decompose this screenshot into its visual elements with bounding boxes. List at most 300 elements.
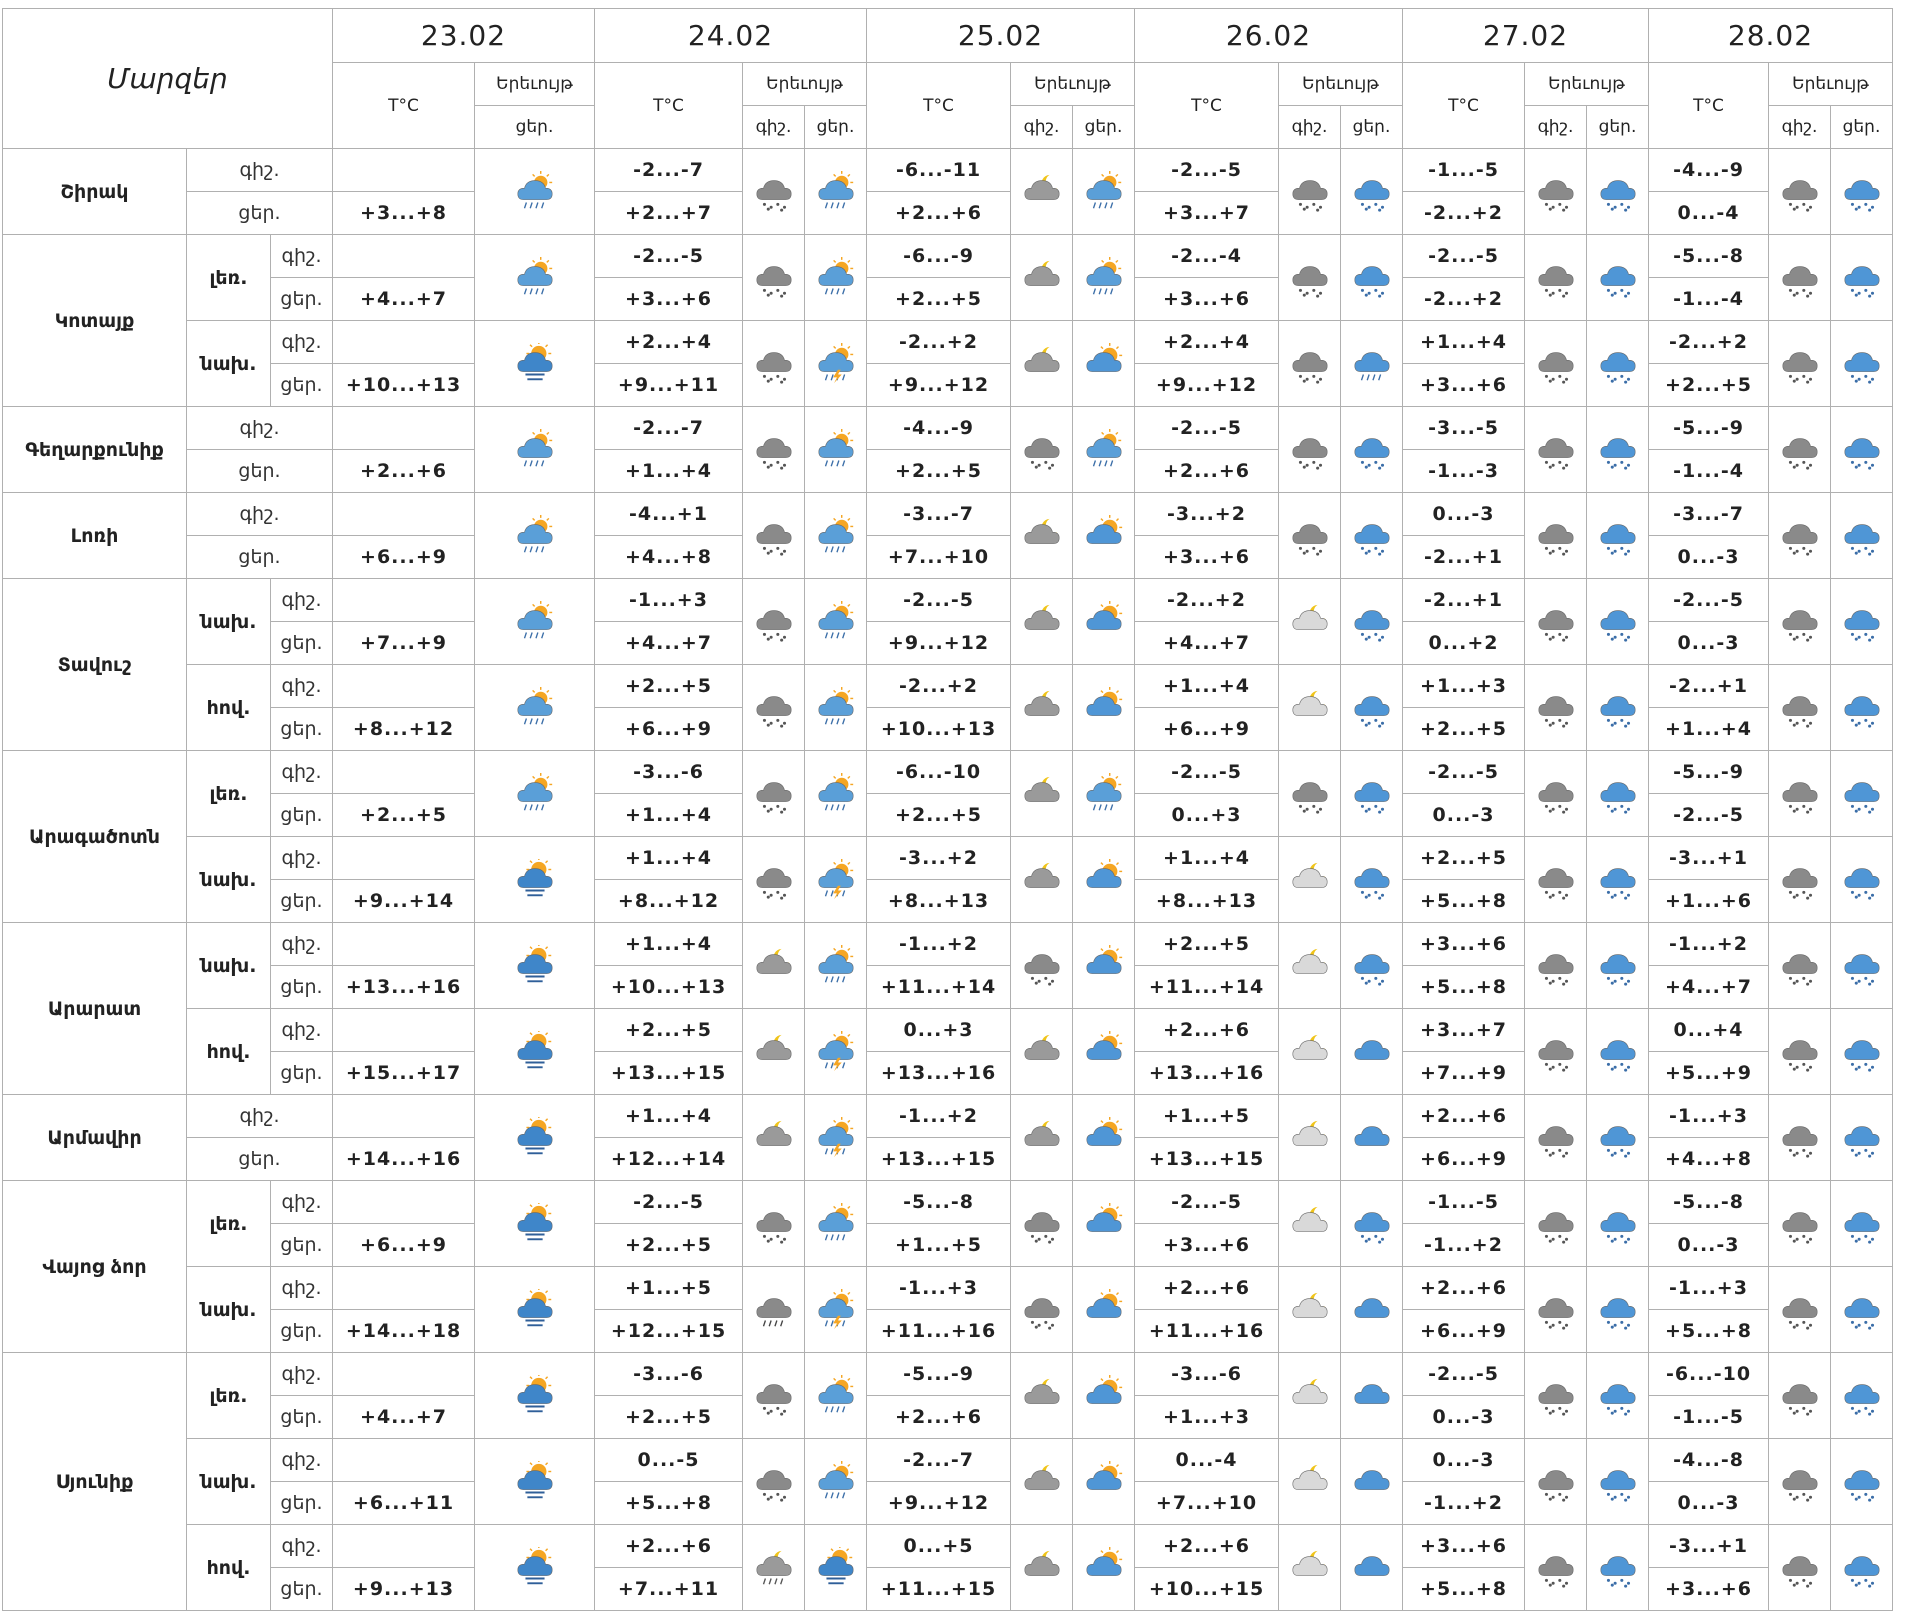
cloud-snow-icon [1777, 515, 1823, 557]
weather-header: Երեւույթ [1279, 63, 1403, 106]
cloud-snow-icon [1587, 1439, 1649, 1525]
moon-cloud-icon [1019, 859, 1065, 901]
temp-header: T°C [333, 63, 475, 149]
temp-night: +2...+4 [1135, 321, 1279, 364]
cloud-snow-icon [1777, 773, 1823, 815]
sun-cloud-rain-icon [813, 171, 859, 213]
cloud-snow-icon [1279, 321, 1341, 407]
temp-night: -3...-6 [595, 1353, 743, 1396]
cloud-snow-icon [1287, 257, 1333, 299]
temp-day: +8...+12 [333, 708, 475, 751]
cloud-snow-icon [751, 1203, 797, 1245]
cloud-snow-icon [1777, 1117, 1823, 1159]
cloud-snow-icon [1769, 923, 1831, 1009]
temp-day: +9...+11 [595, 364, 743, 407]
temp-night: +2...+6 [1135, 1525, 1279, 1568]
sun-cloud-rain-icon [475, 407, 595, 493]
night-label: գիշ. [271, 579, 333, 622]
temp-header: T°C [867, 63, 1011, 149]
temp-day: +2...+5 [333, 794, 475, 837]
sun-cloud-rain-icon [805, 579, 867, 665]
night-label: գիշ. [271, 1181, 333, 1224]
cloud-snow-icon [1839, 1203, 1885, 1245]
temp-night: -4...-9 [867, 407, 1011, 450]
cloud-icon [1341, 1525, 1403, 1611]
temp-night [333, 407, 475, 450]
cloud-snow-icon [1525, 837, 1587, 923]
cloud-snow-icon [1287, 515, 1333, 557]
sun-cloud-rain-icon [805, 1353, 867, 1439]
cloud-snow-icon [1279, 407, 1341, 493]
temp-night: -1...+2 [1649, 923, 1769, 966]
cloud-snow-icon [1349, 859, 1395, 901]
temp-day: +8...+13 [867, 880, 1011, 923]
temp-day: +13...+16 [333, 966, 475, 1009]
cloud-snow-icon [743, 407, 805, 493]
temp-night: -2...+2 [1649, 321, 1769, 364]
cloud-snow-icon [743, 751, 805, 837]
sun-cloud-icon [1073, 837, 1135, 923]
cloud-snow-icon [1279, 235, 1341, 321]
temp-day: -2...-5 [1649, 794, 1769, 837]
temp-day: +11...+16 [867, 1310, 1011, 1353]
moon-cloud-icon [1279, 579, 1341, 665]
sun-cloud-icon [1081, 1031, 1127, 1073]
cloud-snow-icon [1769, 579, 1831, 665]
sun-cloud-rain-icon [805, 1181, 867, 1267]
temp-night: -3...+2 [1135, 493, 1279, 536]
sun-cloud-icon [1081, 687, 1127, 729]
cloud-snow-icon [1533, 429, 1579, 471]
cloud-snow-icon [1533, 859, 1579, 901]
moon-cloud-icon [1011, 837, 1073, 923]
temp-night: -6...-10 [867, 751, 1011, 794]
temp-night: 0...+5 [867, 1525, 1011, 1568]
cloud-snow-icon [1839, 773, 1885, 815]
temp-night: -2...-5 [1135, 1181, 1279, 1224]
moon-cloud-rain-icon [743, 1525, 805, 1611]
temp-day: +2...+5 [1403, 708, 1525, 751]
cloud-snow-icon [1349, 601, 1395, 643]
temp-day: +12...+15 [595, 1310, 743, 1353]
temp-night: -3...-7 [1649, 493, 1769, 536]
cloud-snow-icon [1595, 859, 1641, 901]
sun-cloud-storm-icon [813, 1289, 859, 1331]
sun-cloud-storm-icon [813, 1117, 859, 1159]
cloud-icon [1341, 1267, 1403, 1353]
subregion-label: նախ. [187, 837, 271, 923]
temp-night [333, 1267, 475, 1310]
temp-day: +14...+18 [333, 1310, 475, 1353]
moon-cloud-icon [1011, 493, 1073, 579]
night-subheader: գիշ. [743, 106, 805, 149]
temp-night: +1...+4 [595, 923, 743, 966]
cloud-snow-icon [1587, 1353, 1649, 1439]
cloud-snow-icon [1533, 1203, 1579, 1245]
cloud-snow-icon [1533, 601, 1579, 643]
sun-cloud-icon [1081, 945, 1127, 987]
subregion-label: նախ. [187, 1439, 271, 1525]
cloud-snow-icon [1769, 751, 1831, 837]
sun-cloud-storm-icon [475, 1353, 595, 1439]
cloud-snow-icon [1839, 1289, 1885, 1331]
moon-cloud-icon [1287, 1203, 1333, 1245]
sun-cloud-storm-icon [475, 321, 595, 407]
sun-cloud-storm-icon [475, 923, 595, 1009]
temp-day: +2...+7 [595, 192, 743, 235]
night-label: գիշ. [271, 235, 333, 278]
cloud-snow-icon [1287, 429, 1333, 471]
moon-cloud-icon [1019, 343, 1065, 385]
sun-cloud-icon [1081, 601, 1127, 643]
moon-cloud-icon [1287, 1375, 1333, 1417]
cloud-snow-icon [743, 1181, 805, 1267]
weather-header: Երեւույթ [1525, 63, 1649, 106]
cloud-snow-icon [1587, 493, 1649, 579]
cloud-snow-icon [1525, 149, 1587, 235]
temp-night: 0...-3 [1403, 1439, 1525, 1482]
temp-day: -2...+2 [1403, 192, 1525, 235]
sun-cloud-rain-icon [813, 257, 859, 299]
sun-cloud-icon [1073, 1009, 1135, 1095]
day-label: ցեր. [271, 1396, 333, 1439]
temp-night: +2...+5 [1135, 923, 1279, 966]
cloud-snow-icon [1831, 1267, 1893, 1353]
cloud-snow-icon [1777, 945, 1823, 987]
sun-cloud-rain-icon [512, 257, 558, 299]
moon-cloud-icon [743, 1095, 805, 1181]
cloud-snow-icon [1587, 751, 1649, 837]
day-label: ցեր. [271, 1310, 333, 1353]
temp-day: +13...+15 [595, 1052, 743, 1095]
date-header: 24.02 [595, 9, 867, 63]
temp-day: 0...-4 [1649, 192, 1769, 235]
cloud-snow-icon [743, 321, 805, 407]
sun-cloud-storm-icon [512, 343, 558, 385]
temp-night: -1...-5 [1403, 1181, 1525, 1224]
temp-night: +1...+4 [595, 1095, 743, 1138]
temp-day: +1...+4 [595, 794, 743, 837]
cloud-snow-icon [1839, 859, 1885, 901]
sun-cloud-rain-icon [805, 923, 867, 1009]
temp-day: +13...+15 [1135, 1138, 1279, 1181]
sun-cloud-rain-icon [813, 945, 859, 987]
cloud-snow-icon [1777, 257, 1823, 299]
sun-cloud-rain-icon [805, 149, 867, 235]
temp-day: +15...+17 [333, 1052, 475, 1095]
temp-night: -5...-8 [1649, 1181, 1769, 1224]
moon-cloud-icon [1011, 149, 1073, 235]
temp-day: +6...+9 [1403, 1138, 1525, 1181]
temp-night: -2...+2 [1135, 579, 1279, 622]
temp-night [333, 1181, 475, 1224]
cloud-snow-icon [1769, 1439, 1831, 1525]
sun-cloud-icon [1073, 1353, 1135, 1439]
cloud-snow-icon [1777, 1203, 1823, 1245]
cloud-snow-icon [1595, 687, 1641, 729]
region-name: Գեղարքունիք [3, 407, 187, 493]
day-label: ցեր. [187, 1138, 333, 1181]
day-subheader: ցեր. [475, 106, 595, 149]
subregion-label: նախ. [187, 579, 271, 665]
cloud-snow-icon [1525, 235, 1587, 321]
weather-header: Երեւույթ [743, 63, 867, 106]
temp-day: +3...+6 [1135, 1224, 1279, 1267]
temp-night: -6...-9 [867, 235, 1011, 278]
temp-night [333, 837, 475, 880]
temp-day: +4...+7 [333, 1396, 475, 1439]
cloud-snow-icon [1587, 1095, 1649, 1181]
temp-day: +14...+16 [333, 1138, 475, 1181]
cloud-snow-icon [1595, 773, 1641, 815]
temp-night: 0...-3 [1403, 493, 1525, 536]
cloud-snow-icon [743, 493, 805, 579]
cloud-snow-icon [1525, 1353, 1587, 1439]
temp-day: +1...+3 [1135, 1396, 1279, 1439]
sun-cloud-rain-icon [1073, 149, 1135, 235]
temp-day: -1...-5 [1649, 1396, 1769, 1439]
cloud-snow-icon [743, 665, 805, 751]
cloud-snow-icon [1831, 837, 1893, 923]
temp-day: +5...+8 [1403, 966, 1525, 1009]
temp-day: +7...+9 [1403, 1052, 1525, 1095]
region-name: Լոռի [3, 493, 187, 579]
moon-cloud-icon [1279, 1353, 1341, 1439]
cloud-snow-icon [1777, 1375, 1823, 1417]
temp-day: +1...+4 [1649, 708, 1769, 751]
sun-cloud-rain-icon [813, 515, 859, 557]
cloud-snow-icon [1341, 751, 1403, 837]
temp-day: +7...+9 [333, 622, 475, 665]
cloud-snow-icon [1769, 1267, 1831, 1353]
temp-night: -2...-5 [1403, 1353, 1525, 1396]
cloud-snow-icon [1525, 923, 1587, 1009]
cloud-snow-icon [1777, 1031, 1823, 1073]
regions-title: Մարզեր [3, 9, 333, 149]
sun-cloud-rain-icon [805, 235, 867, 321]
sun-cloud-rain-icon [475, 149, 595, 235]
sun-cloud-icon [1081, 515, 1127, 557]
cloud-snow-icon [1525, 1181, 1587, 1267]
cloud-snow-icon [1831, 1439, 1893, 1525]
cloud-snow-icon [1587, 579, 1649, 665]
cloud-snow-icon [1587, 321, 1649, 407]
sun-cloud-rain-icon [475, 493, 595, 579]
cloud-snow-icon [1839, 257, 1885, 299]
sun-cloud-storm-icon [475, 1181, 595, 1267]
temp-night: +1...+4 [1403, 321, 1525, 364]
night-label: գիշ. [271, 923, 333, 966]
cloud-snow-icon [1525, 1095, 1587, 1181]
temp-night: -3...+1 [1649, 1525, 1769, 1568]
cloud-snow-icon [1525, 1439, 1587, 1525]
subregion-label: նախ. [187, 1267, 271, 1353]
cloud-snow-icon [1349, 773, 1395, 815]
moon-cloud-icon [1011, 1439, 1073, 1525]
moon-cloud-icon [1287, 601, 1333, 643]
cloud-snow-icon [1769, 665, 1831, 751]
temp-night: -2...-5 [595, 1181, 743, 1224]
cloud-snow-icon [751, 171, 797, 213]
moon-cloud-icon [1011, 1353, 1073, 1439]
temp-day: +10...+13 [867, 708, 1011, 751]
sun-cloud-storm-icon [512, 1031, 558, 1073]
temp-night: -6...-10 [1649, 1353, 1769, 1396]
temp-day: 0...-3 [1649, 1482, 1769, 1525]
moon-cloud-icon [751, 945, 797, 987]
cloud-icon [1349, 1289, 1395, 1331]
region-name: Վայոց ձոր [3, 1181, 187, 1353]
date-header: 28.02 [1649, 9, 1893, 63]
cloud-snow-icon [1769, 1181, 1831, 1267]
temp-night: -3...-6 [1135, 1353, 1279, 1396]
temp-night: +1...+5 [1135, 1095, 1279, 1138]
cloud-snow-icon [1777, 1461, 1823, 1503]
temp-night: +2...+5 [1403, 837, 1525, 880]
day-subheader: ցեր. [1831, 106, 1893, 149]
temp-day: +2...+6 [333, 450, 475, 493]
moon-cloud-icon [1279, 1267, 1341, 1353]
temp-day: +6...+11 [333, 1482, 475, 1525]
night-label: գիշ. [271, 1525, 333, 1568]
temp-night [333, 493, 475, 536]
day-subheader: ցեր. [1073, 106, 1135, 149]
sun-cloud-icon [1081, 343, 1127, 385]
temp-night: -1...-5 [1403, 149, 1525, 192]
temp-day: +2...+6 [867, 192, 1011, 235]
cloud-snow-icon [1533, 1547, 1579, 1589]
temp-night: +3...+6 [1403, 1525, 1525, 1568]
temp-day: +3...+6 [1403, 364, 1525, 407]
temp-night: +1...+5 [595, 1267, 743, 1310]
temp-night: +2...+5 [595, 1009, 743, 1052]
cloud-icon [1349, 1547, 1395, 1589]
temp-day: +4...+7 [595, 622, 743, 665]
cloud-snow-icon [1769, 235, 1831, 321]
night-label: գիշ. [187, 149, 333, 192]
day-label: ցեր. [271, 1052, 333, 1095]
cloud-snow-icon [1839, 1117, 1885, 1159]
cloud-snow-icon [1011, 923, 1073, 1009]
temp-night [333, 751, 475, 794]
temp-day: +2...+5 [1649, 364, 1769, 407]
temp-night [333, 579, 475, 622]
temp-day: +1...+5 [867, 1224, 1011, 1267]
temp-night [333, 665, 475, 708]
moon-cloud-icon [1011, 751, 1073, 837]
night-label: գիշ. [271, 751, 333, 794]
cloud-snow-icon [1349, 1203, 1395, 1245]
sun-cloud-icon [1073, 321, 1135, 407]
temp-night [333, 1525, 475, 1568]
cloud-snow-icon [751, 859, 797, 901]
temp-night: -3...+1 [1649, 837, 1769, 880]
cloud-snow-icon [1349, 945, 1395, 987]
sun-cloud-storm-icon [805, 1009, 867, 1095]
region-name: Արմավիր [3, 1095, 187, 1181]
cloud-snow-icon [1595, 429, 1641, 471]
cloud-rain-icon [1349, 343, 1395, 385]
day-subheader: ցեր. [1587, 106, 1649, 149]
date-header: 23.02 [333, 9, 595, 63]
cloud-snow-icon [1533, 1461, 1579, 1503]
moon-cloud-icon [1287, 1547, 1333, 1589]
day-label: ցեր. [271, 278, 333, 321]
cloud-snow-icon [1769, 493, 1831, 579]
temp-day: +13...+16 [1135, 1052, 1279, 1095]
cloud-snow-icon [1831, 407, 1893, 493]
cloud-snow-icon [1839, 601, 1885, 643]
moon-cloud-icon [1019, 601, 1065, 643]
night-label: գիշ. [271, 665, 333, 708]
cloud-snow-icon [1587, 665, 1649, 751]
region-name: Արարատ [3, 923, 187, 1095]
sun-cloud-icon [1073, 1267, 1135, 1353]
cloud-snow-icon [1839, 687, 1885, 729]
sun-cloud-storm-icon [813, 343, 859, 385]
cloud-icon [1349, 1375, 1395, 1417]
temp-header: T°C [1403, 63, 1525, 149]
moon-cloud-icon [1287, 1117, 1333, 1159]
temp-day: +10...+13 [595, 966, 743, 1009]
temp-night: +2...+5 [595, 665, 743, 708]
subregion-label: լեռ. [187, 1353, 271, 1439]
cloud-snow-icon [751, 429, 797, 471]
region-name: Տավուշ [3, 579, 187, 751]
moon-cloud-icon [1287, 859, 1333, 901]
moon-cloud-icon [1011, 1095, 1073, 1181]
cloud-snow-icon [1839, 343, 1885, 385]
temp-night: -2...+1 [1649, 665, 1769, 708]
temp-day: +7...+11 [595, 1568, 743, 1611]
day-label: ցեր. [271, 1482, 333, 1525]
temp-night: +2...+6 [1135, 1009, 1279, 1052]
temp-night [333, 1095, 475, 1138]
day-label: ցեր. [187, 450, 333, 493]
temp-day: 0...-3 [1403, 1396, 1525, 1439]
sun-cloud-storm-icon [805, 1525, 867, 1611]
cloud-icon [1349, 1031, 1395, 1073]
cloud-snow-icon [1525, 665, 1587, 751]
temp-day: +6...+9 [333, 536, 475, 579]
cloud-snow-icon [743, 235, 805, 321]
sun-cloud-rain-icon [813, 1461, 859, 1503]
cloud-snow-icon [743, 837, 805, 923]
temp-night [333, 1009, 475, 1052]
cloud-snow-icon [1769, 1525, 1831, 1611]
weather-header: Երեւույթ [475, 63, 595, 106]
cloud-rain-icon [743, 1267, 805, 1353]
temp-night: +1...+3 [1403, 665, 1525, 708]
cloud-snow-icon [1831, 665, 1893, 751]
cloud-snow-icon [1019, 945, 1065, 987]
day-label: ցեր. [271, 794, 333, 837]
moon-cloud-icon [1011, 579, 1073, 665]
subregion-label: հով. [187, 1525, 271, 1611]
sun-cloud-icon [1073, 665, 1135, 751]
sun-cloud-rain-icon [805, 1439, 867, 1525]
sun-cloud-rain-icon [805, 665, 867, 751]
sun-cloud-icon [1073, 579, 1135, 665]
cloud-snow-icon [1011, 407, 1073, 493]
temp-day: +5...+9 [1649, 1052, 1769, 1095]
moon-cloud-icon [1019, 687, 1065, 729]
cloud-snow-icon [1587, 837, 1649, 923]
cloud-snow-icon [1341, 665, 1403, 751]
sun-cloud-storm-icon [512, 1461, 558, 1503]
temp-day: +2...+5 [595, 1396, 743, 1439]
temp-day: +4...+8 [1649, 1138, 1769, 1181]
